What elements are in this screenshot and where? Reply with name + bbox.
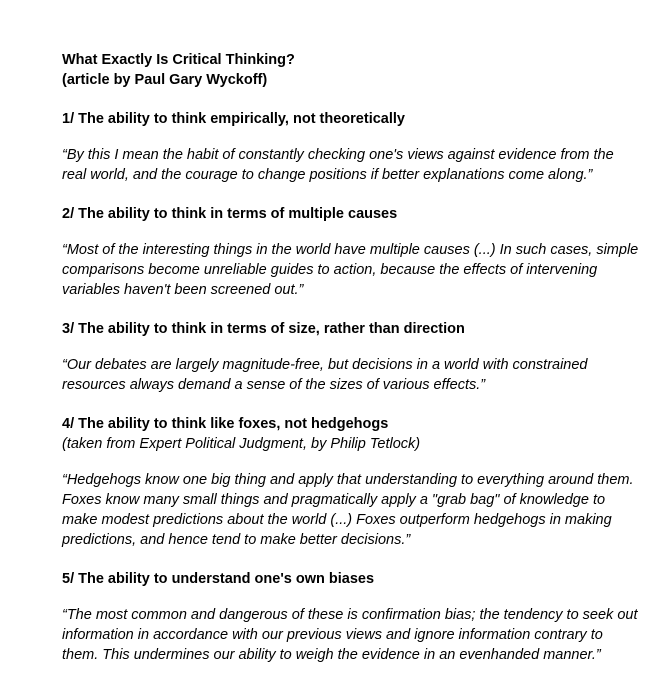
quote-line: Foxes know many small things and pragmatically apply a "grab bag" of knowledge to [62,492,606,508]
quote-line: predictions, and hence tend to make better decisions.” [62,532,411,548]
section-4 [62,414,642,550]
quote-line: comparisons become unreliable guides to action, because the effects of intervening [62,262,598,278]
section-quote [62,470,642,550]
quote-line: “The most common and dangerous of these is confirmation bias; the tendency to seek out [62,607,638,623]
quote-line: “Most of the interesting things in the world have multiple causes (...) In such cases, simple [62,242,639,258]
section-2 [62,204,642,300]
title-line-1: What Exactly Is Critical Thinking? [62,52,295,68]
article-title [62,50,642,90]
section-quote [62,605,642,665]
quote-line: “Our debates are largely magnitude-free, but decisions in a world with constrained [62,357,588,373]
article-page [62,50,642,684]
section-1 [62,109,642,185]
quote-line: “Hedgehogs know one big thing and apply that understanding to everything around them. [62,472,634,488]
section-quote [62,145,642,185]
quote-line: “By this I mean the habit of constantly checking one's views against evidence from the [62,147,614,163]
quote-line: them. This undermines our ability to weigh the evidence in an evenhanded manner.” [62,647,601,663]
section-heading: 3/ The ability to think in terms of size, rather than direction [62,321,465,337]
section-source-note: (taken from Expert Political Judgment, by Philip Tetlock) [62,436,421,452]
quote-line: information in accordance with our previous views and ignore information contrary to [62,627,603,643]
quote-line: resources always demand a sense of the sizes of various effects.” [62,377,486,393]
section-heading: 4/ The ability to think like foxes, not hedgehogs [62,416,389,432]
section-quote [62,240,642,300]
section-heading: 2/ The ability to think in terms of multiple causes [62,206,398,222]
section-heading: 5/ The ability to understand one's own biases [62,571,375,587]
section-quote [62,355,642,395]
quote-line: variables haven't been screened out.” [62,282,304,298]
quote-line: make modest predictions about the world (...) Foxes outperform hedgehogs in making [62,512,612,528]
title-line-2: (article by Paul Gary Wyckoff) [62,72,268,88]
quote-line: real world, and the courage to change positions if better explanations come along.” [62,167,593,183]
section-heading: 1/ The ability to think empirically, not theoretically [62,111,405,127]
section-5 [62,569,642,665]
section-3 [62,319,642,395]
